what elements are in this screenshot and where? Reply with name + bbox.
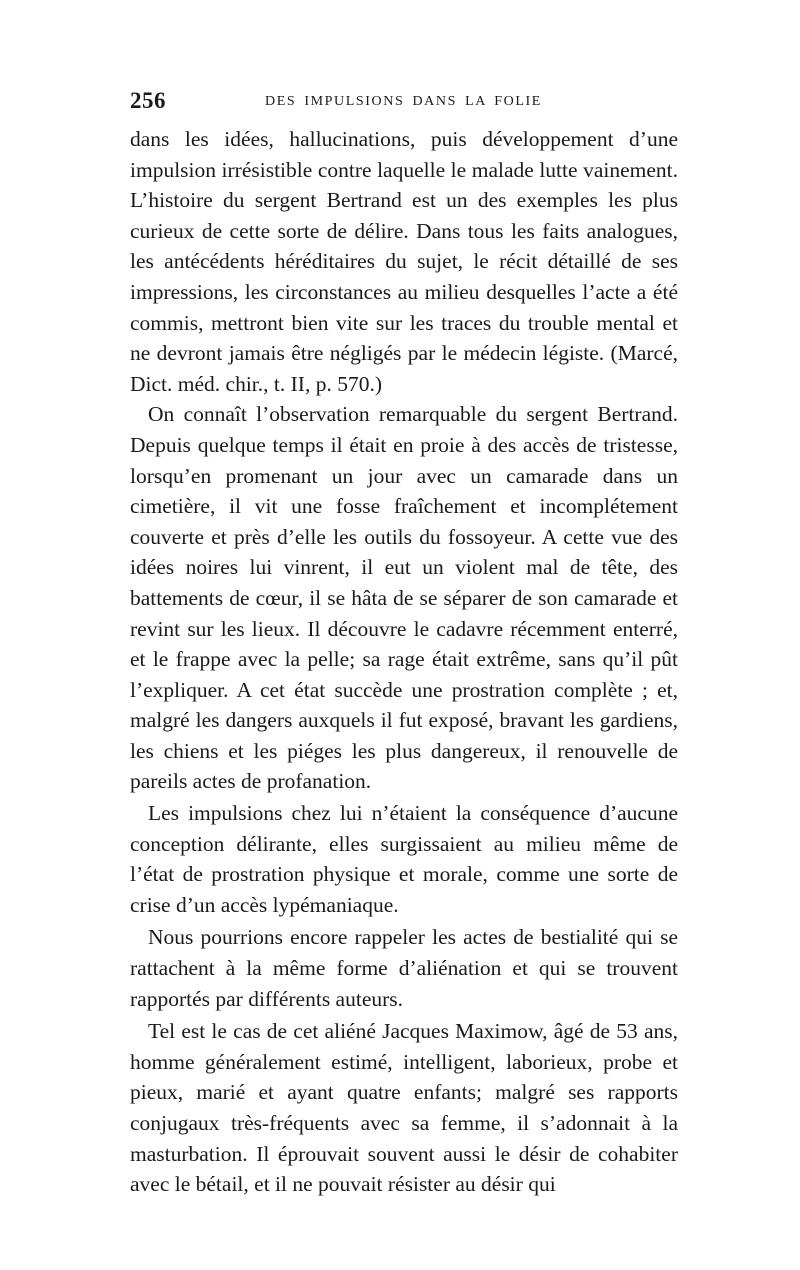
paragraph-continuation: dans les idées, hallucinations, puis développement d’une impulsion irrésistible contre laquelle le malade lutte vainement. L’histoire du sergent Bertrand est un des exemples les plus curieux de cette sorte de délire. Dans tous les faits analogues, les antécédents héréditaires du sujet, le récit détaillé de ses impressions, les circonstances au milieu desquelles l’acte a été commis, mettront bien vite sur les traces du trouble mental et ne devront jamais être négligés par le médecin légiste. (Marcé, Dict. méd. chir., t. II, p. 570.) <box>130 127 678 396</box>
page-body <box>130 124 678 1200</box>
page-header <box>130 88 678 118</box>
paragraph-impulsions: Les impulsions chez lui n’étaient la conséquence d’aucune conception délirante, elles surgissaient au milieu même de l’état de prostration physique et morale, comme une sorte de crise d’un accès lypémaniaque. <box>130 801 678 917</box>
paragraph-bertrand-observation: On connaît l’observation remarquable du sergent Bertrand. Depuis quelque temps il était en proie à des accès de tristesse, lorsqu’en promenant un jour avec un camarade dans un cimetière, il vit une fosse fraîchement et incomplétement couverte et près d’elle les outils du fossoyeur. A cette vue des idées noires lui vinrent, il eut un violent mal de tête, des battements de cœur, il se hâta de se séparer de son camarade et revint sur les lieux. Il découvre le cadavre récemment enterré, et le frappe avec la pelle; sa rage était extrême, sans qu’il pût l’expliquer. A cet état succède une prostration complète ; et, malgré les dangers auxquels il fut exposé, bravant les gardiens, les chiens et les piéges les plus dangereux, il renouvelle de pareils actes de profanation. <box>130 402 678 794</box>
paragraph-maximow-case: Tel est le cas de cet aliéné Jacques Maximow, âgé de 53 ans, homme généralement estimé, intelligent, laborieux, probe et pieux, marié et ayant quatre enfants; malgré ses rapports conjugaux très-fréquents avec sa femme, il s’adonnait à la masturbation. Il éprouvait souvent aussi le désir de cohabiter avec le bétail, et il ne pouvait résister au désir qui <box>130 1019 678 1197</box>
running-title: DES IMPULSIONS DANS LA FOLIE <box>265 94 542 109</box>
page-number: 256 <box>130 88 166 113</box>
paragraph-bestialite: Nous pourrions encore rappeler les actes de bestialité qui se rattachent à la même forme d’aliénation et qui se trouvent rapportés par différents auteurs. <box>130 925 678 1011</box>
